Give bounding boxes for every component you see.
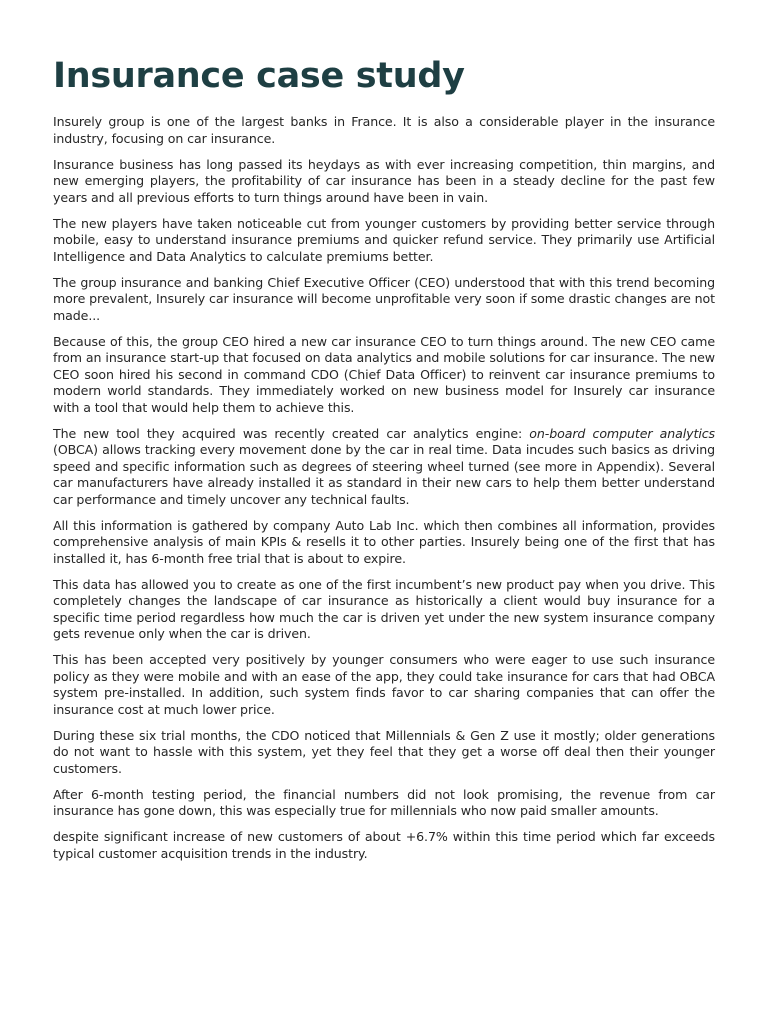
obca-paragraph-prefix: The new tool they acquired was recently created car analytics engine: [53,425,530,441]
paragraph-2: Insurance business has long passed its heydays as with ever increasing competition, thin margins, and new emerging players, the profitability of car insurance has been in a steady decline for the past few years and all previous efforts to turn things around have been in vain. [53,156,715,205]
paragraph-1: Insurely group is one of the largest banks in France. It is also a considerable player in the insurance industry, focusing on car insurance. [53,114,715,146]
paragraph-8: This data has allowed you to create as one of the first incumbent’s new product pay when you drive. This completely changes the landscape of car insurance as historically a client would buy insurance for a specific time period regardless how much the car is driven yet under the new system insurance company gets revenue only when the car is driven. [53,576,715,641]
paragraph-4: The group insurance and banking Chief Executive Officer (CEO) understood that with this trend becoming more prevalent, Insurely car insurance will become unprofitable very soon if some drastic changes are not made... [53,274,715,323]
document-title: Insurance case study [53,56,465,96]
paragraph-7: All this information is gathered by company Auto Lab Inc. which then combines all information, provides comprehensive analysis of main KPIs & resells it to other parties. Insurely being one of the first that has installed it, has 6-month free trial that is about to expire. [53,517,715,566]
paragraph-5: Because of this, the group CEO hired a new car insurance CEO to turn things around. The new CEO came from an insurance start-up that focused on data analytics and mobile solutions for car insurance. The new CEO soon hired his second in command CDO (Chief Data Officer) to reinvent car insurance premiums to modern world standards. They immediately worked on new business model for Insurely car insurance with a tool that would help them to achieve this. [53,333,715,415]
document-page [53,52,715,872]
paragraph-3: The new players have taken noticeable cut from younger customers by providing better service through mobile, easy to understand insurance premiums and quicker refund service. They primarily use Artificial Intelligence and Data Analytics to calculate premiums better. [53,215,715,264]
paragraph-9: This has been accepted very positively by younger consumers who were eager to use such insurance policy as they were mobile and with an ease of the app, they could take insurance for cars that had OBCA system pre-installed. In addition, such system finds favor to car sharing companies that can offer the insurance cost at much lower price. [53,652,715,717]
obca-emphasis: on-board computer analytics [529,425,716,441]
paragraph-11: After 6-month testing period, the financial numbers did not look promising, the revenue from car insurance has gone down, this was especially true for millennials who now paid smaller amounts. [53,786,715,818]
paragraph-12: despite significant increase of new customers of about +6.7% within this time period which far exceeds typical customer acquisition trends in the industry. [53,829,715,861]
paragraph-6-obca-tool [53,426,715,509]
obca-paragraph-suffix: (OBCA) allows tracking every movement done by the car in real time. Data incudes such basics as driving speed and specific information such as degrees of steering wheel turned (see more in Appendix). Several car manufacturers have already installed it as standard in their new cars to help them better understand car performance and timely uncover any technical faults. [53,442,715,507]
paragraph-10: During these six trial months, the CDO noticed that Millennials & Gen Z use it mostly; older generations do not want to hassle with this system, yet they feel that they get a worse off deal then their younger customers. [53,727,715,776]
